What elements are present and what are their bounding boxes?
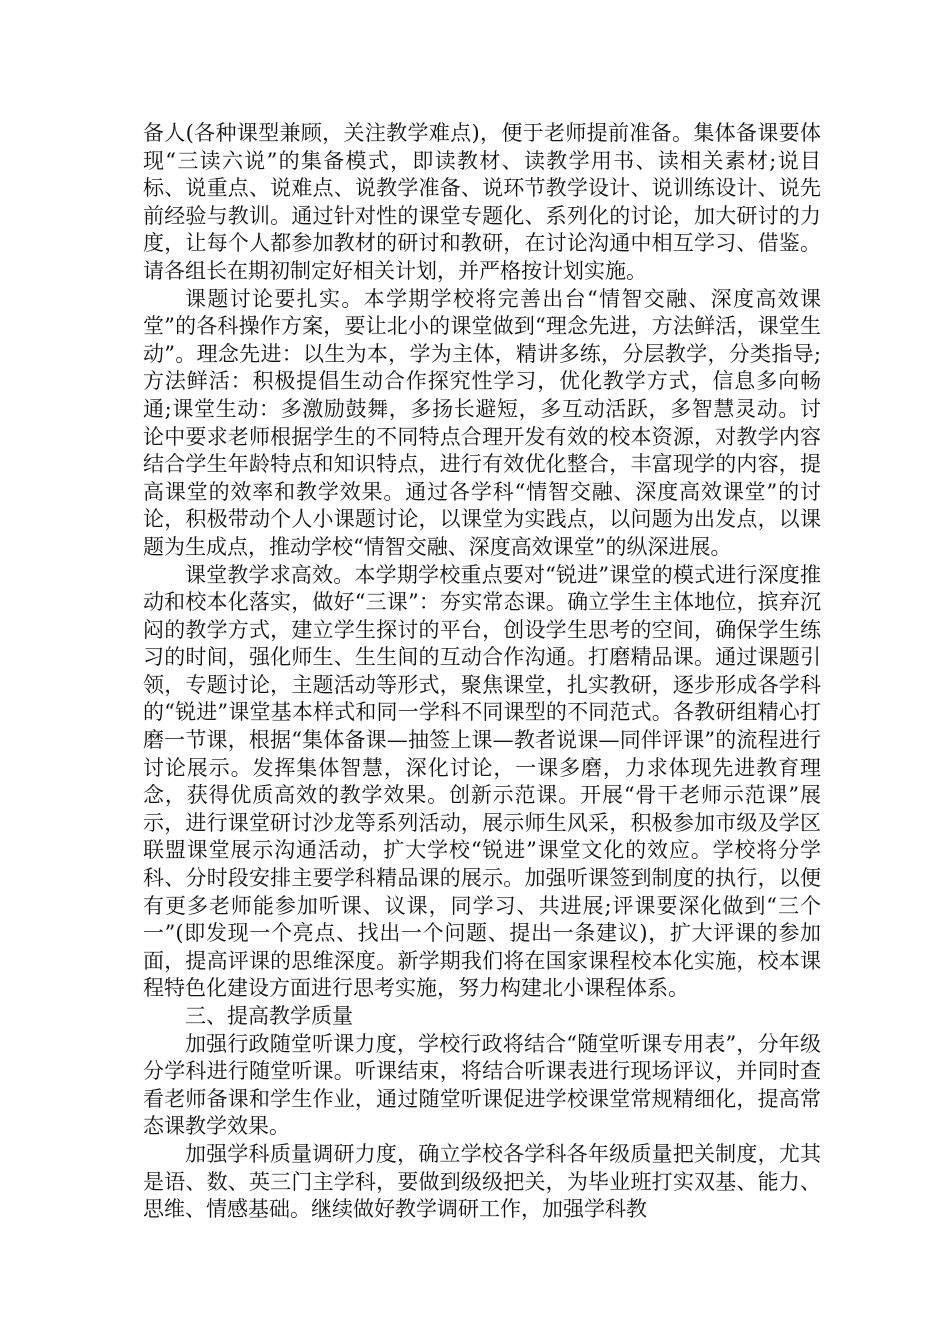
section-heading-teaching-quality: 三、提高教学质量 bbox=[185, 1004, 353, 1028]
document-page bbox=[143, 120, 821, 1224]
paragraph-efficient-teaching: 课堂教学求高效。本学期学校重点要对“锐进”课堂的模式进行深度推动和校本化落实，做好“三课”：夯实常态课。确立学生主体地位，摈弃沉闷的教学方式，建立学生探讨的平台，创设学生思考的空间，确保学生练习的时间，强化师生、生生间的互动合作沟通。打磨精品课。通过课题引领，专题讨论，主题活动等形式，聚焦课堂，扎实教研，逐步形成各学科的“锐进”课堂基本样式和同一学科不同课型的不同范式。各教研组精心打磨一节课，根据“集体备课—抽签上课—教者说课—同伴评课”的流程进行讨论展示。发挥集体智慧，深化讨论，一课多磨，力求体现先进教育理念，获得优质高效的教学效果。创新示范课。开展“骨干老师示范课”展示，进行课堂研讨沙龙等系列活动，展示师生风采，积极参加市级及学区联盟课堂展示沟通活动，扩大学校“锐进”课堂文化的效应。学校将分学科、分时段安排主要学科精品课的展示。加强听课签到制度的执行，以便有更多老师能参加听课、议课，同学习、共进展;评课要深化做到“三个一”(即发现一个亮点、找出一个问题、提出一条建议)，扩大评课的参加面，提高评课的思维深度。新学期我们将在国家课程校本化实施，校本课程特色化建设方面进行思考实施，努力构建北小课程体系。 bbox=[143, 562, 821, 1001]
paragraph-research-topics: 课题讨论要扎实。本学期学校将完善出台“情智交融、深度高效课堂”的各科操作方案，要让北小的课堂做到“理念先进，方法鲜活，课堂生动”。理念先进：以生为本，学为主体，精讲多练，分层教学，分类指导;方法鲜活：积极提倡生动合作探究性学习，优化教学方式，信息多向畅通;课堂生动：多激励鼓舞，多扬长避短，多互动活跃，多智慧灵动。讨论中要求老师根据学生的不同特点合理开发有效的校本资源，对教学内容结合学生年龄特点和知识特点，进行有效优化整合，丰富现学的内容，提高课堂的效率和教学效果。通过各学科“情智交融、深度高效课堂”的讨论，积极带动个人小课题讨论，以课堂为实践点，以问题为出发点，以课题为生成点，推动学校“情智交融、深度高效课堂”的纵深进展。 bbox=[143, 286, 821, 559]
paragraph-class-observation: 加强行政随堂听课力度，学校行政将结合“随堂听课专用表”，分年级分学科进行随堂听课。听课结束，将结合听课表进行现场评议，并同时查看老师备课和学生作业，通过随堂听课促进学校课堂常规精细化，提高常态课教学效果。 bbox=[143, 1031, 821, 1139]
paragraph-collective-lesson-prep: 备人(各种课型兼顾，关注教学难点)，便于老师提前准备。集体备课要体现“三读六说”的集备模式，即读教材、读教学用书、读相关素材;说目标、说重点、说难点、说教学准备、说环节教学设计、说训练设计、说先前经验与教训。通过针对性的课堂专题化、系列化的讨论，加大研讨的力度，让每个人都参加教材的研讨和教研，在讨论沟通中相互学习、借鉴。请各组长在期初制定好相关计划，并严格按计划实施。 bbox=[143, 121, 821, 283]
paragraph-quality-research: 加强学科质量调研力度，确立学校各学科各年级质量把关制度，尤其是语、数、英三门主学科，要做到级级把关，为毕业班打实双基、能力、思维、情感基础。继续做好教学调研工作，加强学科教 bbox=[143, 1141, 821, 1222]
